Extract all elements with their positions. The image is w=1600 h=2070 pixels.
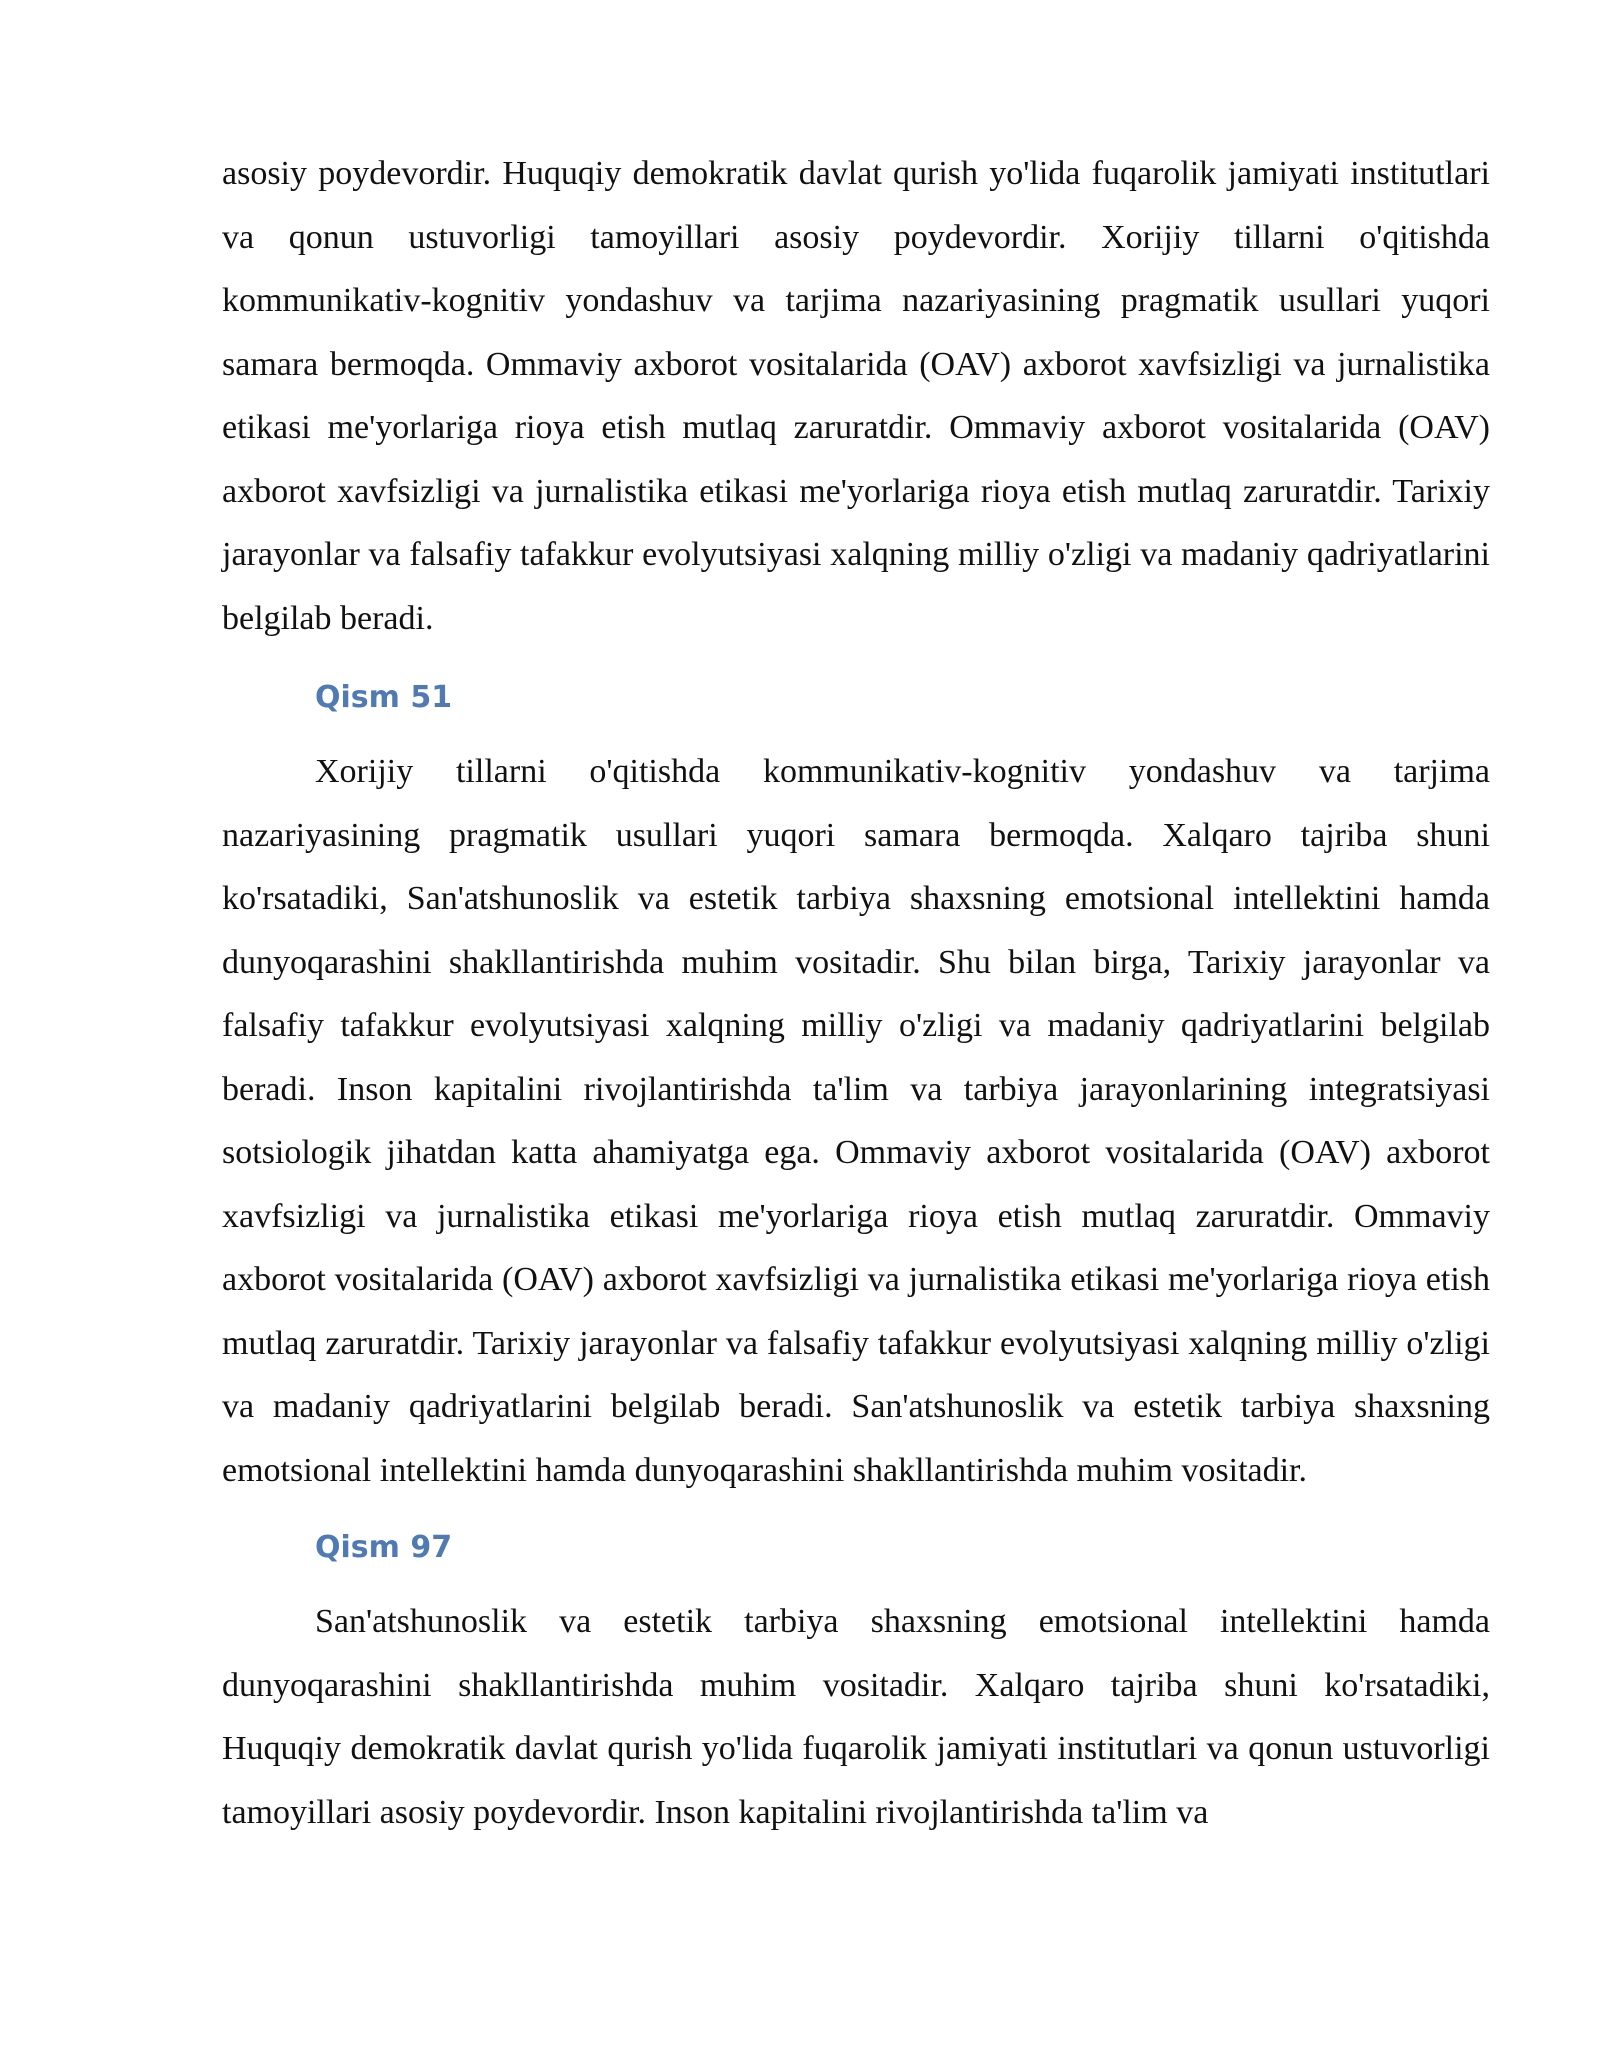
section-heading: Qism 97	[315, 1530, 453, 1565]
section-heading: Qism 51	[315, 680, 453, 715]
body-paragraph: San'atshunoslik va estetik tarbiya shaxsning emotsional intellektini hamda dunyoqarashini shakllantirishda muhim vositadir. Xalqaro tajriba shuni ko'rsatadiki, Huquqiy demokratik davlat qurish yo'lida fuqarolik jamiyati institutlari va qonun ustuvorligi tamoyillari asosiy poydevordir. Inson kapitalini rivojlantirishda ta'lim va	[222, 1603, 1490, 1831]
body-paragraph: Xorijiy tillarni o'qitishda kommunikativ-kognitiv yondashuv va tarjima nazariyasining pragmatik usullari yuqori samara bermoqda. Xalqaro tajriba shuni ko'rsatadiki, San'atshunoslik va estetik tarbiya shaxsning emotsional intellektini hamda dunyoqarashini shakllantirishda muhim vositadir. Shu bilan birga, Tarixiy jarayonlar va falsafiy tafakkur evolyutsiyasi xalqning milliy o'zligi va madaniy qadriyatlarini belgilab beradi. Inson kapitalini rivojlantirishda ta'lim va tarbiya jarayonlarining integratsiyasi sotsiologik jihatdan katta ahamiyatga ega. Ommaviy axborot vositalarida (OAV) axborot xavfsizligi va jurnalistika etikasi me'yorlariga rioya etish mutlaq zaruratdir. Ommaviy axborot vositalarida (OAV) axborot xavfsizligi va jurnalistika etikasi me'yorlariga rioya etish mutlaq zaruratdir. Tarixiy jarayonlar va falsafiy tafakkur evolyutsiyasi xalqning milliy o'zligi va madaniy qadriyatlarini belgilab beradi. San'atshunoslik va estetik tarbiya shaxsning emotsional intellektini hamda dunyoqarashini shakllantirishda muhim vositadir.	[222, 753, 1490, 1489]
body-paragraph: asosiy poydevordir. Huquqiy demokratik davlat qurish yo'lida fuqarolik jamiyati institutlari va qonun ustuvorligi tamoyillari asosiy poydevordir. Xorijiy tillarni o'qitishda kommunikativ-kognitiv yondashuv va tarjima nazariyasining pragmatik usullari yuqori samara bermoqda. Ommaviy axborot vositalarida (OAV) axborot xavfsizligi va jurnalistika etikasi me'yorlariga rioya etish mutlaq zaruratdir. Ommaviy axborot vositalarida (OAV) axborot xavfsizligi va jurnalistika etikasi me'yorlariga rioya etish mutlaq zaruratdir. Tarixiy jarayonlar va falsafiy tafakkur evolyutsiyasi xalqning milliy o'zligi va madaniy qadriyatlarini belgilab beradi.	[222, 155, 1490, 637]
document-page	[222, 142, 1490, 1844]
